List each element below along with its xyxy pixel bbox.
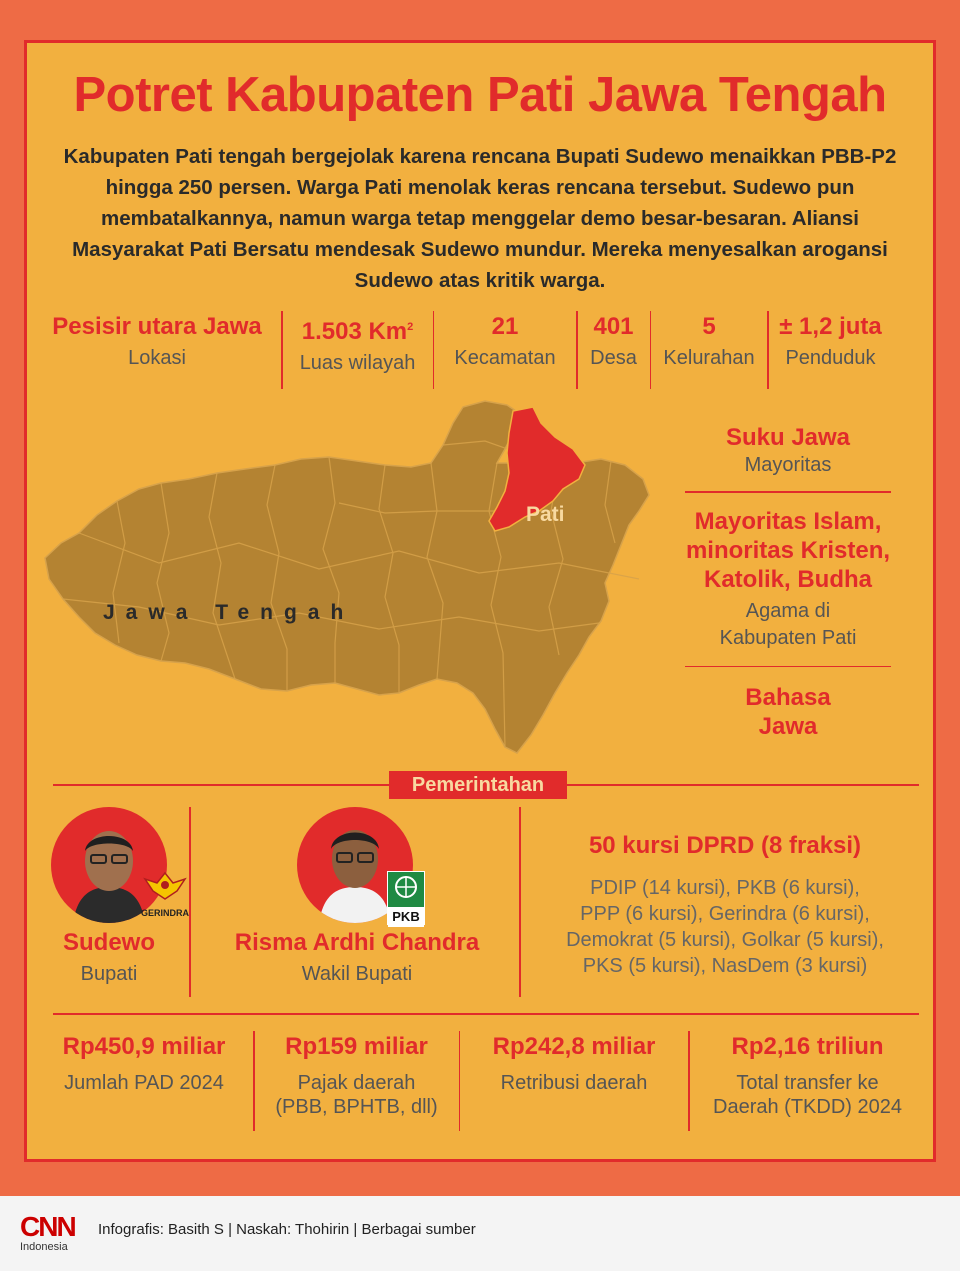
finance-pad [35,1031,253,1131]
suku-label: Mayoritas [744,454,832,476]
section-divider [53,1013,919,1015]
finance-value: Rp159 miliar [285,1033,428,1060]
globe-icon [391,872,421,902]
stat-lokasi [33,311,281,389]
side-facts [683,423,893,741]
infographic-panel [24,40,936,1162]
finance-value: Rp450,9 miliar [62,1033,226,1060]
suku-value: Suku Jawa [725,424,851,451]
stats-row [33,311,893,389]
stat-label: Lokasi [128,347,186,369]
credit-line: Infografis: Basith S | Naskah: Thohirin | Berbagai sumber [98,1221,476,1238]
agama-value-3: Katolik, Budha [703,565,872,593]
stat-superscript: 2 [407,321,414,333]
stat-label: Kecamatan [454,347,556,369]
stat-label: Desa [590,347,637,369]
stat-desa [578,311,650,389]
finance-pajak [255,1031,459,1131]
wakil-name: Risma Ardhi Chandra [234,929,480,956]
brand-name: CNN [20,1211,75,1242]
stat-value: 401 [593,313,634,340]
agama-value-1: Mayoritas Islam, [694,507,882,535]
dprd-line: PPP (6 kursi), Gerindra (6 kursi), [580,903,870,925]
pati-label: Pati [526,503,565,526]
lede-paragraph: Kabupaten Pati tengah bergejolak karena rencana Bupati Sudewo menaikkan PBB-P2 hingga 250 persen. Warga Pati menolak keras rencana tersebut. Sudewo pun membatalkannya, namun warga tetap menggelar demo besar-besaran. Aliansi Masyarakat Pati Bersatu mendesak Sudewo mundur. Mereka menyesalkan arogansi Sudewo atas kritik warga. [63,145,897,292]
agama-label-2: Kabupaten Pati [719,626,857,649]
side-divider [685,666,891,668]
finance-label: Jumlah PAD 2024 [64,1072,224,1094]
stat-value: Pesisir utara Jawa [52,313,262,340]
party-label: GERINDRA [140,908,189,918]
stat-kelurahan [651,311,767,389]
cnn-logo [20,1211,76,1254]
bupati-card [39,927,179,989]
brand-sub: Indonesia [20,1241,68,1253]
finance-value: Rp2,16 triliun [731,1033,884,1060]
garuda-icon [143,869,187,903]
stat-label: Kelurahan [663,347,755,369]
dprd-block [521,829,929,979]
finance-value: Rp242,8 miliar [492,1033,656,1060]
dprd-line: PKS (5 kursi), NasDem (3 kursi) [582,955,868,977]
gov-divider [189,807,191,997]
wakil-role: Wakil Bupati [301,963,413,985]
stat-value: 21 [491,313,519,340]
stat-value: 1.503 Km$^2$ [301,318,414,345]
stat-value: 5 [702,313,716,340]
page-title: Potret Kabupaten Pati Jawa Tengah [73,68,887,122]
finance-label: Total transfer ke Daerah (TKDD) 2024 [713,1072,902,1118]
bupati-name: Sudewo [62,929,155,956]
dprd-title: 50 kursi DPRD (8 fraksi) [588,832,862,859]
bahasa-value-2: Jawa [758,713,818,740]
finance-tkdd [690,1031,926,1131]
dprd-line: Demokrat (5 kursi), Golkar (5 kursi), [566,929,884,951]
agama-value-2: minoritas Kristen, [685,536,891,564]
pkb-logo [387,871,425,925]
stat-value: ± 1,2 juta [779,313,882,340]
finance-row [35,1031,926,1131]
footer [0,1196,960,1271]
section-label: Pemerintahan [389,771,567,799]
finance-label: Retribusi daerah [500,1072,648,1094]
stat-penduduk [769,311,893,389]
dprd-breakdown [521,875,929,979]
wakil-card [207,927,507,989]
stat-label: Luas wilayah [299,352,416,374]
bupati-role: Bupati [80,963,138,985]
agama-label-1: Agama di [745,599,831,622]
stat-label: Penduduk [785,347,876,369]
finance-retribusi [460,1031,688,1131]
stat-kecamatan [434,311,576,389]
gerindra-logo [137,869,193,925]
bahasa-value-1: Bahasa [745,684,831,711]
region-label: Jawa Tengah [103,601,355,624]
party-label: PKB [388,907,424,927]
central-java-map [39,393,679,773]
finance-label: Pajak daerah (PBB, BPHTB, dll) [275,1072,438,1118]
dprd-line: PDIP (14 kursi), PKB (6 kursi), [590,877,860,899]
side-divider [685,491,891,493]
stat-luas [283,311,433,389]
